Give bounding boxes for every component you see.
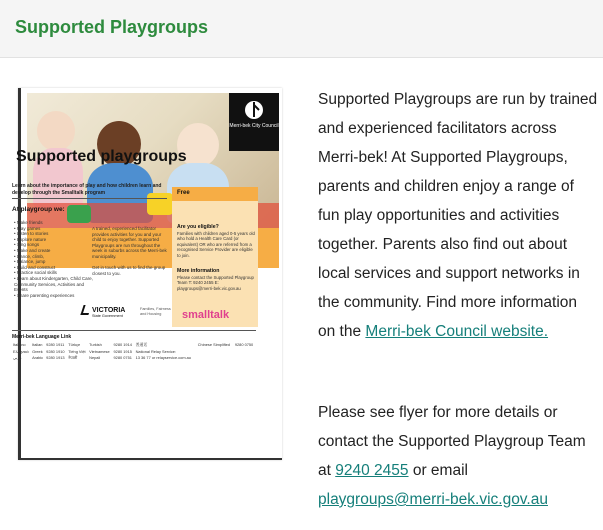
table-cell: Italian	[32, 342, 43, 347]
table-cell: Türkçe	[68, 342, 81, 347]
language-link-title: Merri-bek Language Link	[12, 334, 72, 340]
table-cell: عربي	[13, 355, 22, 360]
activity-item: • Dance, climb,	[14, 254, 94, 260]
flyer-description-1: A trained, experienced facilitator provides activities for you and your child to enjoy together. Supported Playgroups are run throughout the week in suburbs across the Merri-bek municipality.	[92, 226, 167, 259]
flyer-description	[92, 226, 167, 276]
phone-link[interactable]: 9240 2455	[335, 462, 409, 479]
table-cell: Nepali	[89, 355, 101, 360]
table-cell: Arabic	[32, 355, 44, 360]
table-cell: Turkish	[89, 342, 102, 347]
activity-item: • Make friends	[14, 220, 94, 226]
table-cell	[197, 355, 234, 362]
flyer-title: Supported playgroups	[16, 148, 187, 165]
activity-item: • Explore nature	[14, 237, 94, 243]
table-cell: नेपाली	[68, 355, 78, 360]
eligible-title: Are you eligible?	[177, 224, 219, 230]
table-cell: 9280 1914	[113, 342, 132, 347]
table-cell: 13 36 77 or relayservice.com.au	[135, 355, 191, 360]
activity-item: • Learn about Kindergarten, Child Care, Community Services, Activities and Events	[14, 276, 94, 293]
contact-paragraph	[318, 398, 598, 514]
victoria-sub: State Government	[92, 314, 123, 318]
activity-item: • Practice social skills	[14, 270, 94, 276]
free-label: Free	[177, 190, 190, 196]
activity-item: • Share parenting experiences	[14, 293, 94, 299]
council-name: Merri-bek City Council	[229, 123, 279, 129]
council-website-link[interactable]: Merri-bek Council website.	[365, 323, 549, 340]
page-title: Supported Playgroups	[15, 17, 209, 37]
table-cell: Tiếng Việt	[68, 348, 86, 354]
table-cell: Chinese Simplified	[197, 342, 230, 347]
table-cell: Ελληνικά	[13, 348, 29, 354]
victoria-label: VICTORIA	[92, 307, 126, 314]
table-cell: 9280 1915	[113, 348, 132, 354]
table-cell: 9280 0751	[113, 355, 132, 360]
council-logo	[229, 93, 279, 151]
email-link[interactable]: playgroups@merri-bek.vic.gov.au	[318, 491, 548, 508]
activity-item: • Listen to stories	[14, 231, 94, 237]
table-cell: 9280 1911	[46, 342, 65, 347]
activity-item: • Play games	[14, 226, 94, 232]
table-cell: 9280 1913	[46, 355, 65, 360]
council-logo-icon	[244, 99, 264, 121]
contact-text-email: or email	[408, 462, 468, 479]
activity-list	[14, 220, 94, 298]
smalltalk-logo: smalltalk	[182, 309, 230, 321]
table-cell: 普通话	[135, 342, 148, 347]
flyer-intro: Learn about the importance of play and how children learn and develop through the Smalltalk program	[12, 183, 162, 196]
department-name: Families, Fairness and Housing	[140, 307, 171, 316]
table-cell	[234, 355, 256, 362]
table-cell: 9280 1910	[46, 348, 65, 354]
flyer-description-2: Get in touch with us to find the group closest to you.	[92, 265, 166, 276]
contact-text: Please see flyer for more details or contact the Supported Playgroup Team at	[318, 404, 586, 479]
activity-item: • Balance, jump	[14, 259, 94, 265]
table-cell: Italiano	[13, 342, 26, 347]
table-cell: 9280 0750	[234, 342, 254, 347]
activity-item: • Build and construct	[14, 265, 94, 271]
activity-item: • Make and create	[14, 248, 94, 254]
divider	[12, 330, 256, 331]
more-info-text: Please contact the Supported Playgroup Team T: 9240 2455 E: playgroups@merri-bek.vic.gov.au	[177, 275, 254, 291]
table-cell: National Relay Service:	[135, 348, 177, 354]
language-table	[12, 342, 256, 362]
divider	[12, 198, 167, 199]
more-info-title: More information	[177, 268, 220, 274]
table-cell: Greek	[32, 348, 43, 354]
description-paragraph	[318, 85, 598, 346]
table-row	[12, 355, 256, 362]
table-cell: Vietnamese	[89, 348, 110, 354]
flyer-subheading: At playgroup we:	[12, 206, 65, 213]
description-text: Supported Playgroups are run by trained and experienced facilitators across Merri-bek! At Supported Playgroups, parents and children enjoy a range of fun play opportunities and activities together. Parents also find out about local services and support networks in the community. Find more information on the	[318, 91, 598, 340]
activity-item: • Sing songs	[14, 242, 94, 248]
eligible-text: Families with children aged 0-5 years old who hold a Health Care Card (or equivalent) OR who are referred from a recognised Service Provider are eligible to join.	[177, 231, 255, 258]
victoria-logo-text	[92, 307, 125, 318]
